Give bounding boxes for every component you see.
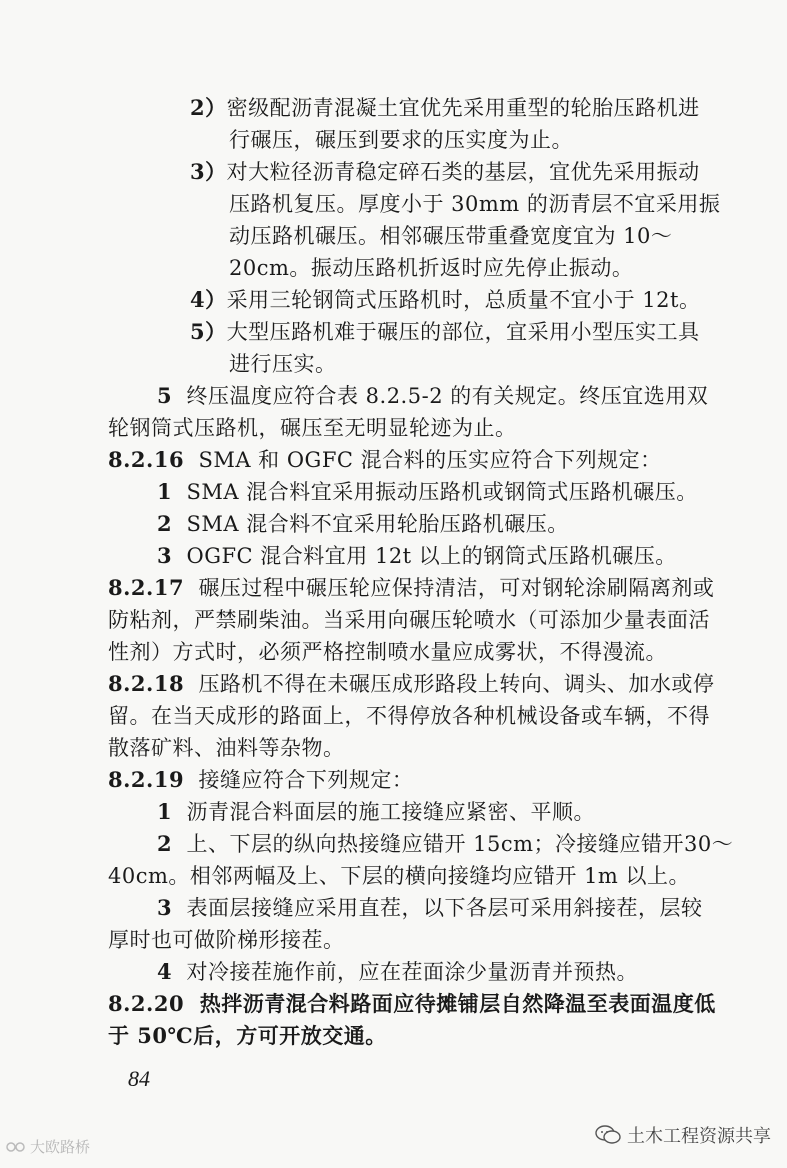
text-line: 厚时也可做阶梯形接茬。 bbox=[108, 928, 345, 952]
text-line: 进行压实。 bbox=[229, 352, 337, 376]
text-line: 5）大型压路机难于碾压的部位，宜采用小型压实工具 bbox=[190, 319, 700, 344]
text-line: 20cm。振动压路机折返时应先停止振动。 bbox=[229, 256, 634, 280]
text-line: 防粘剂，严禁刷柴油。当采用向碾压轮喷水（可添加少量表面活 bbox=[108, 608, 710, 632]
text-line: 压路机复压。厚度小于 30mm 的沥青层不宜采用振 bbox=[229, 192, 721, 216]
clause-heading: 8.2.17 碾压过程中碾压轮应保持清洁，可对钢轮涂刷隔离剂或 bbox=[108, 575, 715, 600]
watermark-right bbox=[595, 1122, 771, 1148]
text-line: 轮钢筒式压路机，碾压至无明显轮迹为止。 bbox=[108, 416, 517, 440]
page-number: 84 bbox=[128, 1066, 150, 1091]
logo-icon bbox=[6, 1140, 26, 1154]
text-line: 性剂）方式时，必须严格控制喷水量应成雾状，不得漫流。 bbox=[108, 640, 667, 664]
text-line: 5 终压温度应符合表 8.2.5-2 的有关规定。终压宜选用双 bbox=[157, 383, 709, 408]
text-line: 40cm。相邻两幅及上、下层的横向接缝均应错开 1m 以上。 bbox=[108, 864, 691, 888]
clause-heading: 8.2.20 热拌沥青混合料路面应待摊铺层自然降温至表面温度低 bbox=[108, 991, 716, 1016]
text-line: 4 对冷接茬施作前，应在茬面涂少量沥青并预热。 bbox=[157, 959, 638, 984]
watermark-right-text: 土木工程资源共享 bbox=[627, 1126, 771, 1147]
text-line: 2）密级配沥青混凝土宜优先采用重型的轮胎压路机进 bbox=[190, 95, 700, 120]
text-line: 3 OGFC 混合料宜用 12t 以上的钢筒式压路机碾压。 bbox=[157, 543, 677, 568]
text-line: 留。在当天成形的路面上，不得停放各种机械设备或车辆，不得 bbox=[108, 704, 710, 728]
text-line: 3）对大粒径沥青稳定碎石类的基层，宜优先采用振动 bbox=[190, 159, 700, 184]
clause-heading: 8.2.16 SMA 和 OGFC 混合料的压实应符合下列规定： bbox=[108, 447, 662, 472]
text-line: 2 SMA 混合料不宜采用轮胎压路机碾压。 bbox=[157, 511, 569, 536]
text-line: 于 50℃后，方可开放交通。 bbox=[108, 1023, 387, 1048]
clause-heading: 8.2.18 压路机不得在未碾压成形路段上转向、调头、加水或停 bbox=[108, 671, 715, 696]
watermark-left bbox=[6, 1136, 90, 1157]
text-line: 行碾压，碾压到要求的压实度为止。 bbox=[229, 128, 573, 152]
watermark-left-text: 大欧路桥 bbox=[30, 1138, 91, 1156]
text-line: 散落矿料、油料等杂物。 bbox=[108, 736, 345, 760]
text-line: 2 上、下层的纵向热接缝应错开 15cm；冷接缝应错开30～ bbox=[157, 831, 734, 856]
wechat-icon bbox=[595, 1125, 621, 1145]
text-line: 动压路机碾压。相邻碾压带重叠宽度宜为 10～ bbox=[229, 224, 673, 248]
text-line: 4）采用三轮钢筒式压路机时，总质量不宜小于 12t。 bbox=[190, 287, 701, 312]
text-line: 3 表面层接缝应采用直茬，以下各层可采用斜接茬，层较 bbox=[157, 895, 703, 920]
text-line: 1 沥青混合料面层的施工接缝应紧密、平顺。 bbox=[157, 799, 595, 824]
clause-heading: 8.2.19 接缝应符合下列规定： bbox=[108, 767, 414, 792]
text-line: 1 SMA 混合料宜采用振动压路机或钢筒式压路机碾压。 bbox=[157, 479, 698, 504]
